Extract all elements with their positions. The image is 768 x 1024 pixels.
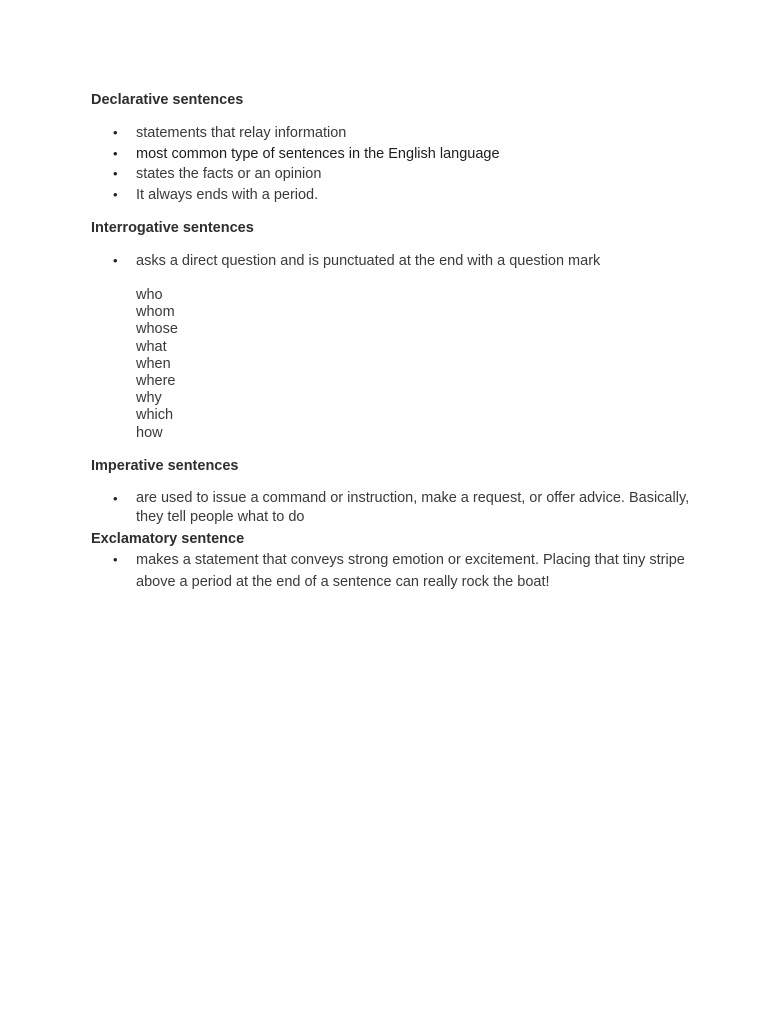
list-item-text: states the facts or an opinion <box>136 166 322 182</box>
section-heading-declarative: Declarative sentences <box>91 92 244 108</box>
question-word-list <box>91 287 178 442</box>
list-item-text: are used to issue a command or instruction, make a request, or offer advice. Basically, they tell people what to do <box>136 490 690 525</box>
imperative-bullet-list <box>91 489 691 527</box>
list-item-text: asks a direct question and is punctuated at the end with a question mark <box>136 253 601 269</box>
list-item <box>91 164 500 185</box>
list-item <box>91 489 691 527</box>
question-word: where <box>136 373 176 390</box>
bullet-icon: • <box>113 145 118 161</box>
question-word: what <box>136 338 167 355</box>
interrogative-bullet-list <box>91 251 600 272</box>
list-item <box>91 123 500 144</box>
question-word: whose <box>136 321 178 338</box>
question-word: why <box>136 390 162 407</box>
list-item <box>91 144 500 165</box>
exclamatory-bullet-list <box>91 549 691 593</box>
bullet-icon: • <box>113 186 118 202</box>
bullet-icon: • <box>113 552 118 567</box>
list-item-text: makes a statement that conveys strong emotion or excitement. Placing that tiny stripe above a period at the end of a sentence can really rock the boat! <box>136 552 685 590</box>
bullet-icon: • <box>113 125 118 140</box>
bullet-icon: • <box>113 491 118 506</box>
list-item <box>91 549 691 593</box>
bullet-icon: • <box>113 166 118 181</box>
list-item-text: most common type of sentences in the English language <box>136 145 500 162</box>
question-word: which <box>136 407 174 424</box>
bullet-icon: • <box>113 253 118 268</box>
list-item <box>91 251 600 272</box>
declarative-bullet-list <box>91 123 500 205</box>
question-word: when <box>136 355 171 372</box>
section-heading-imperative: Imperative sentences <box>91 458 239 474</box>
list-item-text: It always ends with a period. <box>136 186 319 203</box>
section-heading-exclamatory: Exclamatory sentence <box>91 531 245 547</box>
question-word: how <box>136 424 163 441</box>
section-heading-interrogative: Interrogative sentences <box>91 220 254 236</box>
question-word: who <box>136 287 163 303</box>
question-word: whom <box>136 304 175 321</box>
list-item-text: statements that relay information <box>136 125 347 141</box>
list-item <box>91 185 500 206</box>
